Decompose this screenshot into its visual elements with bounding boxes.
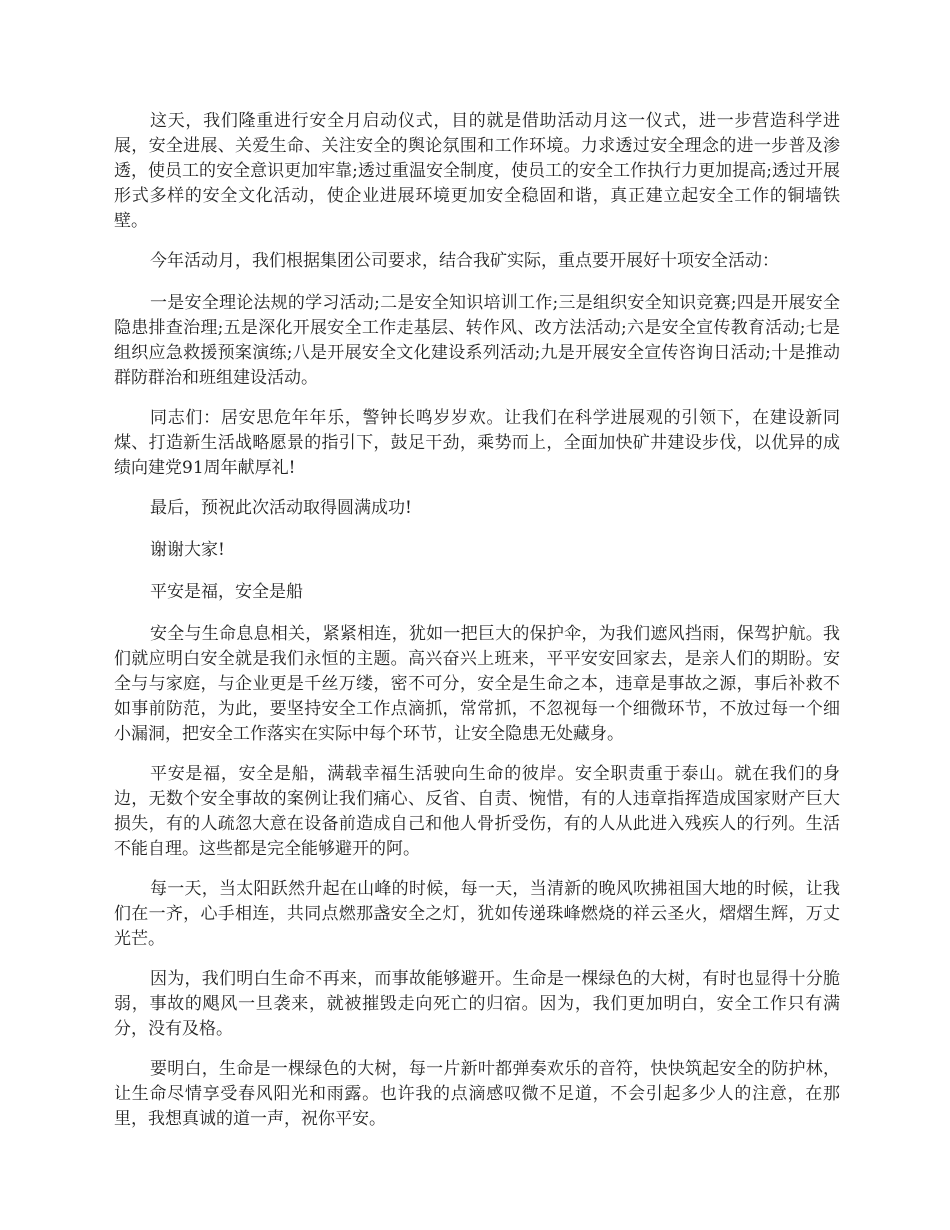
section-heading: 平安是福，安全是船 (150, 582, 303, 602)
paragraph-thanks: 谢谢大家! (150, 540, 225, 560)
paragraph-ceremony-purpose: 这天，我们隆重进行安全月启动仪式，目的就是借助活动月这一仪式，进一步营造科学进展，安全进展、关爱生命、关注安全的舆论氛围和工作环境。力求透过安全理念的进一步普及渗透，使员工的安全意识更加牢靠;透过重温安全制度，使员工的安全工作执行力更加提高;透过开展形式多样的安全文化活动，使企业进展环境更加安全稳固和谐，真正建立起安全工作的铜墙铁壁。 (114, 111, 840, 231)
paragraph-ten-activities: 一是安全理论法规的学习活动;二是安全知识培训工作;三是组织安全知识竞赛;四是开展安全隐患排查治理;五是深化开展安全工作走基层、转作风、改方法活动;六是安全宣传教育活动;七是组织应急救援预案演练;八是开展安全文化建设系列活动;九是开展安全宣传咨询日活动;十是推动群防群治和班组建设活动。 (114, 293, 840, 388)
paragraph-closing-blessing: 要明白，生命是一棵绿色的大树，每一片新叶都弹奏欢乐的音符，快快筑起安全的防护林，让生命尽情享受春风阳光和雨露。也许我的点滴感叹微不足道，不会引起多少人的注意，在那里，我想真诚的道一声，祝你平安。 (114, 1059, 840, 1129)
paragraph-closing-wish: 最后，预祝此次活动取得圆满成功! (150, 498, 412, 518)
paragraph-safety-responsibility: 平安是福，安全是船，满载幸福生活驶向生命的彼岸。安全职责重于泰山。就在我们的身边，无数个安全事故的案例让我们痛心、反省、自责、惋惜，有的人违章指挥造成国家财产巨大损失，有的人疏忽大意在设备前造成自己和他人骨折受伤，有的人从此进入残疾人的行列。生活不能自理。这些都是完全能够避开的阿。 (114, 764, 840, 859)
paragraph-call-to-comrades: 同志们：居安思危年年乐，警钟长鸣岁岁欢。让我们在科学进展观的引领下，在建设新同煤、打造新生活战略愿景的指引下，鼓足干劲，乘势而上，全面加快矿井建设步伐，以优异的成绩向建党91周年献厚礼! (114, 408, 840, 478)
paragraph-life-is-tree: 因为，我们明白生命不再来，而事故能够避开。生命是一棵绿色的大树，有时也显得十分脆弱，事故的飓风一旦袭来，就被摧毁走向死亡的归宿。因为，我们更加明白，安全工作只有满分，没有及格。 (114, 969, 840, 1039)
paragraph-safety-and-life: 安全与生命息息相关，紧紧相连，犹如一把巨大的保护伞，为我们遮风挡雨，保驾护航。我们就应明白安全就是我们永恒的主题。高兴奋兴上班来，平平安安回家去，是亲人们的期盼。安全与与家庭，与企业更是千丝万缕，密不可分，安全是生命之本，违章是事故之源，事后补救不如事前防范，为此，要坚持安全工作点滴抓，常常抓，不忽视每一个细微环节，不放过每一个细小漏洞，把安全工作落实在实际中每个环节，让安全隐患无处藏身。 (114, 624, 840, 744)
paragraph-every-day: 每一天，当太阳跃然升起在山峰的时候，每一天，当清新的晚风吹拂祖国大地的时候，让我们在一齐，心手相连，共同点燃那盏安全之灯，犹如传递珠峰燃烧的祥云圣火，熠熠生辉，万丈光芒。 (114, 879, 840, 949)
document-page (114, 109, 840, 1147)
paragraph-activity-intro: 今年活动月，我们根据集团公司要求，结合我矿实际，重点要开展好十项安全活动： (150, 251, 779, 271)
